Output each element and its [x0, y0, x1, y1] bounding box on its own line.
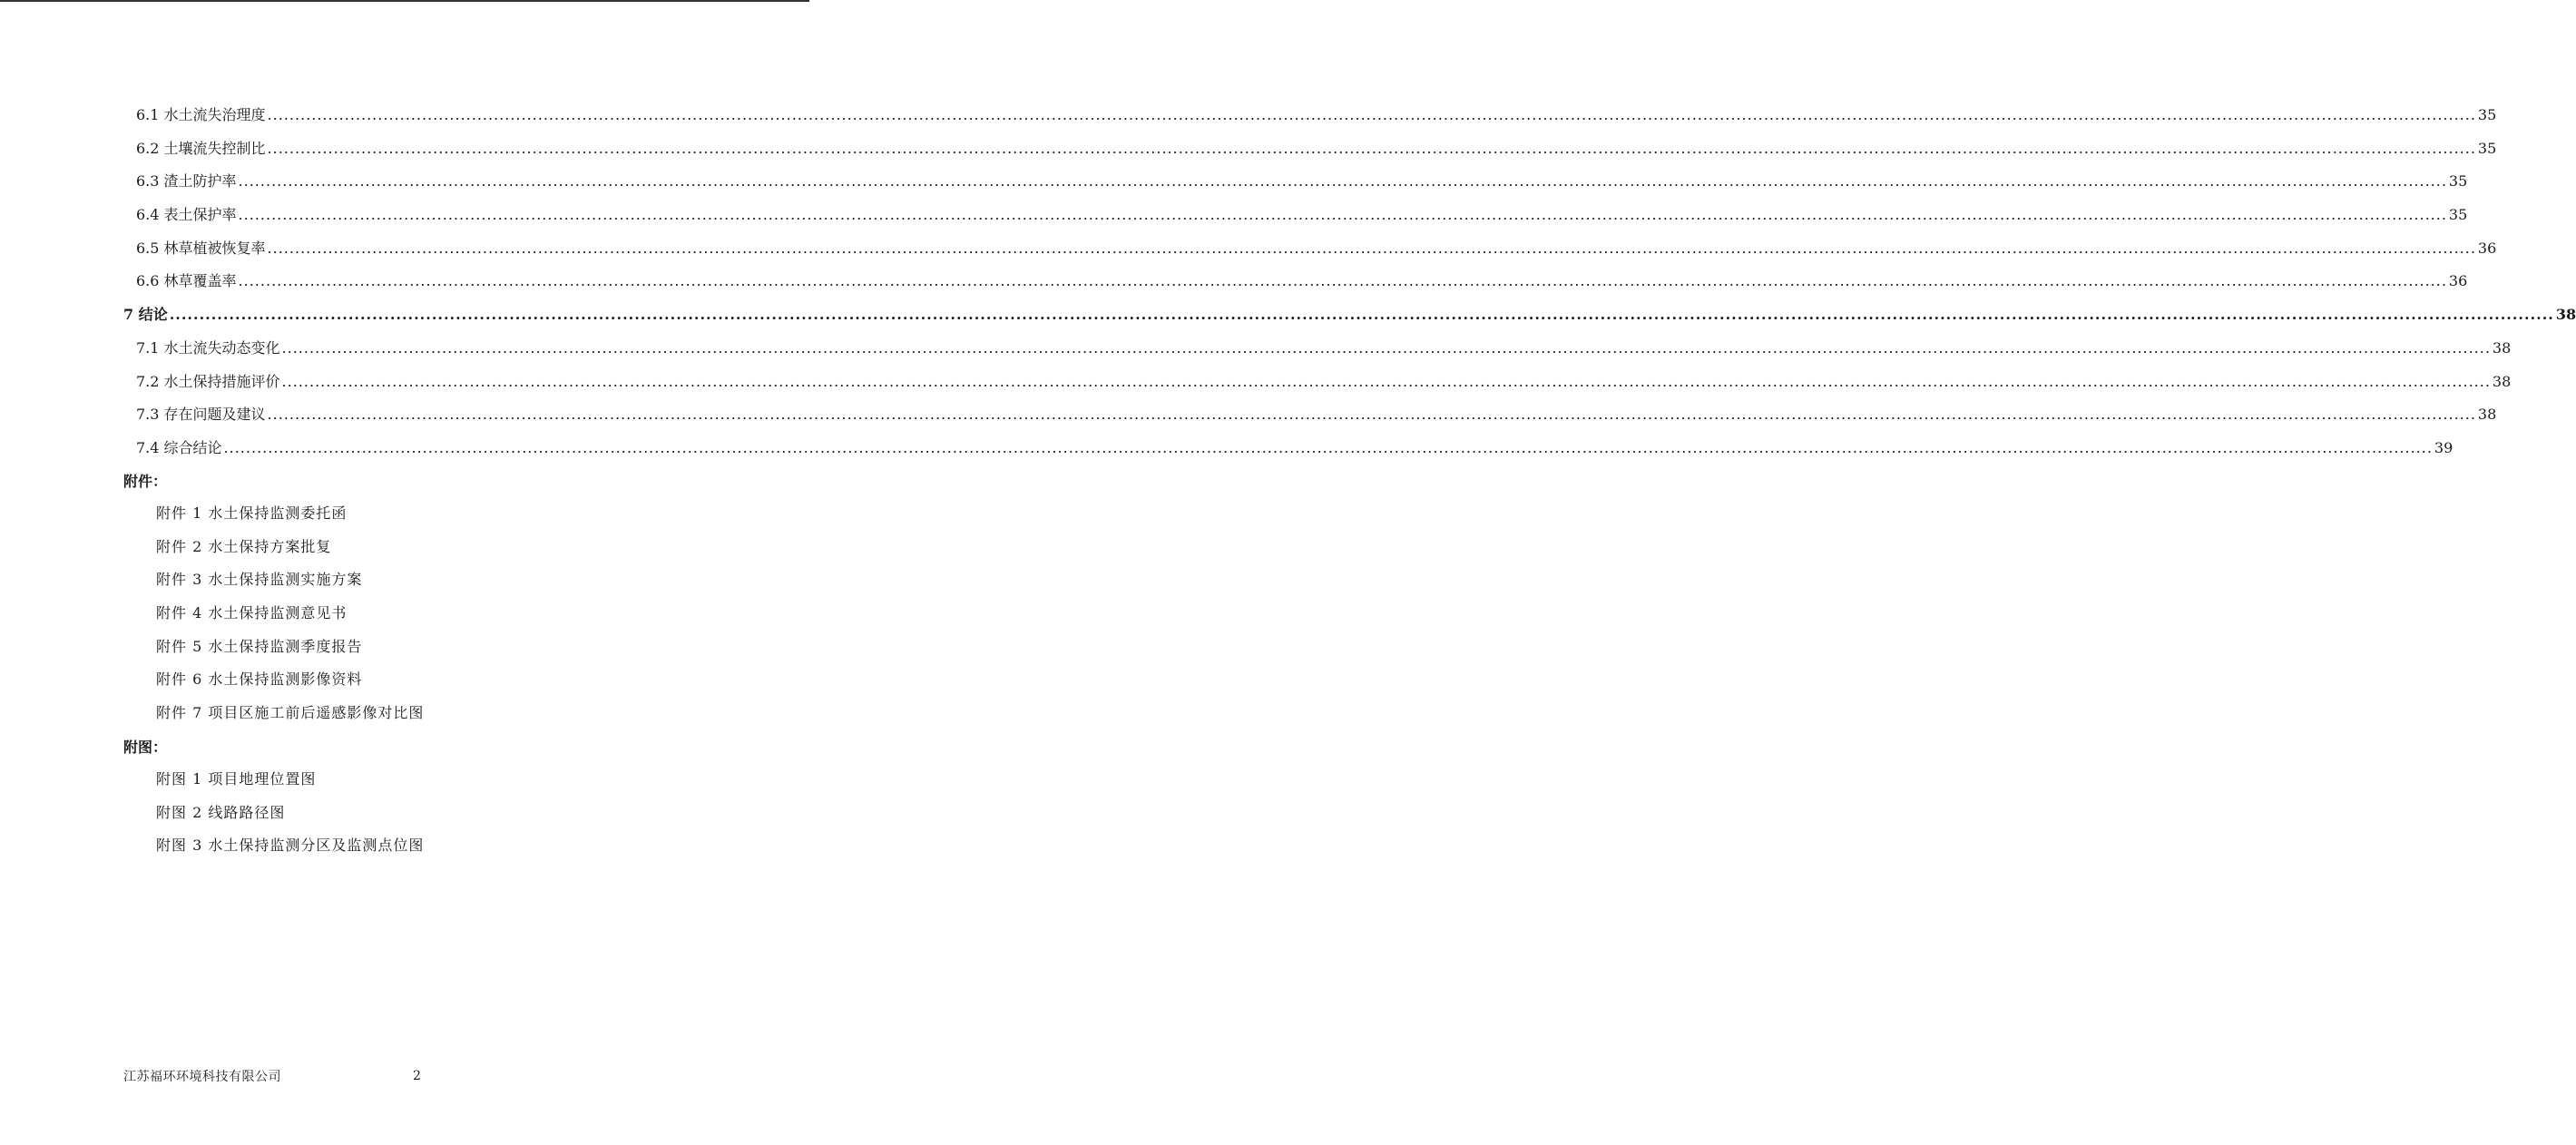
toc-page-number: 35 [2477, 139, 2497, 157]
toc-page-number: 38 [2555, 306, 2576, 324]
figure-item: 附图 1 项目地理位置图 [156, 770, 317, 788]
toc-entry-label: 6.5 林草植被恢复率 [136, 239, 266, 257]
toc-section-row[interactable] [123, 398, 2497, 432]
attachment-item: 附件 1 水土保持监测委托函 [156, 504, 348, 522]
toc-entry-label: 6.2 土壤流失控制比 [136, 139, 266, 157]
attachments-heading: 附件： [123, 473, 168, 490]
toc-section-row[interactable] [123, 265, 2468, 298]
toc-entry-label: 6.1 水土流失治理度 [136, 106, 266, 123]
toc-page-number: 36 [2448, 272, 2468, 290]
toc-leader-dots: ................................................................................................................................................................................................................................................................................................................................................................................................................ [267, 106, 2476, 123]
figure-item: 附图 2 线路路径图 [156, 803, 286, 821]
toc-section-row[interactable] [123, 99, 2497, 132]
toc-chapter-row[interactable] [123, 298, 2576, 332]
toc-leader-dots: ................................................................................................................................................................................................................................................................................................................................................................................................................ [238, 206, 2447, 224]
toc-section-row[interactable] [123, 199, 2468, 232]
figures-heading: 附图： [123, 739, 168, 756]
toc-section-row[interactable] [123, 165, 2468, 199]
toc-entry-label: 7.4 综合结论 [136, 438, 222, 456]
toc-page-number: 38 [2492, 338, 2512, 357]
attachment-item: 附件 4 水土保持监测意见书 [156, 604, 348, 622]
toc-section-row[interactable] [123, 132, 2497, 166]
toc-entry-label: 7.1 水土流失动态变化 [136, 338, 280, 357]
attachments-list [156, 497, 610, 730]
footer-page-number: 2 [413, 1069, 421, 1083]
toc-leader-dots: ................................................................................................................................................................................................................................................................................................................................................................................................................ [281, 372, 2491, 390]
toc-page-number: 39 [2434, 438, 2454, 456]
figures-list [156, 763, 610, 863]
attachment-item: 附件 7 项目区施工前后遥感影像对比图 [156, 704, 425, 722]
toc-leader-dots: ................................................................................................................................................................................................................................................................................................................................................................................................................ [267, 139, 2476, 157]
table-of-contents [123, 99, 2576, 465]
toc-leader-dots: ................................................................................................................................................................................................................................................................................................................................................................................................................ [223, 438, 2433, 456]
page-top-border [0, 0, 809, 2]
toc-entry-label: 7.2 水土保持措施评价 [136, 372, 280, 390]
attachment-item: 附件 5 水土保持监测季度报告 [156, 637, 363, 655]
toc-page-number: 35 [2477, 106, 2497, 123]
toc-page-number: 35 [2448, 206, 2468, 224]
toc-page-number: 38 [2477, 406, 2497, 424]
toc-leader-dots: ................................................................................................................................................................................................................................................................................................................................................................................................................ [267, 239, 2476, 257]
toc-section-row[interactable] [123, 432, 2454, 465]
attachment-item: 附件 3 水土保持监测实施方案 [156, 571, 363, 589]
toc-page-number: 36 [2477, 239, 2497, 257]
toc-leader-dots: ................................................................................................................................................................................................................................................................................................................................................................................................................ [281, 338, 2491, 357]
toc-entry-label: 7.3 存在问题及建议 [136, 406, 266, 424]
toc-leader-dots: ................................................................................................................................................................................................................................................................................................................................................................................................................ [267, 406, 2476, 424]
attachment-item: 附件 6 水土保持监测影像资料 [156, 670, 363, 689]
toc-entry-label: 6.6 林草覆盖率 [136, 272, 237, 290]
toc-entry-label: 6.3 渣土防护率 [136, 172, 237, 191]
toc-page-number: 35 [2448, 172, 2468, 191]
figure-item: 附图 3 水土保持监测分区及监测点位图 [156, 837, 425, 855]
toc-leader-dots: ................................................................................................................................................................................................................................................................................................................................................................................................................ [238, 272, 2447, 290]
toc-entry-label: 6.4 表土保护率 [136, 206, 237, 224]
toc-entry-label: 7 结论 [123, 306, 168, 324]
footer-company-name: 江苏福环环境科技有限公司 [123, 1070, 281, 1084]
attachment-item: 附件 2 水土保持方案批复 [156, 537, 332, 555]
toc-leader-dots: ................................................................................................................................................................................................................................................................................................................................................................................................................ [169, 306, 2554, 324]
toc-section-row[interactable] [123, 332, 2512, 366]
toc-leader-dots: ................................................................................................................................................................................................................................................................................................................................................................................................................ [238, 172, 2447, 191]
toc-section-row[interactable] [123, 232, 2497, 266]
toc-section-row[interactable] [123, 366, 2512, 399]
toc-page-number: 38 [2492, 372, 2512, 390]
